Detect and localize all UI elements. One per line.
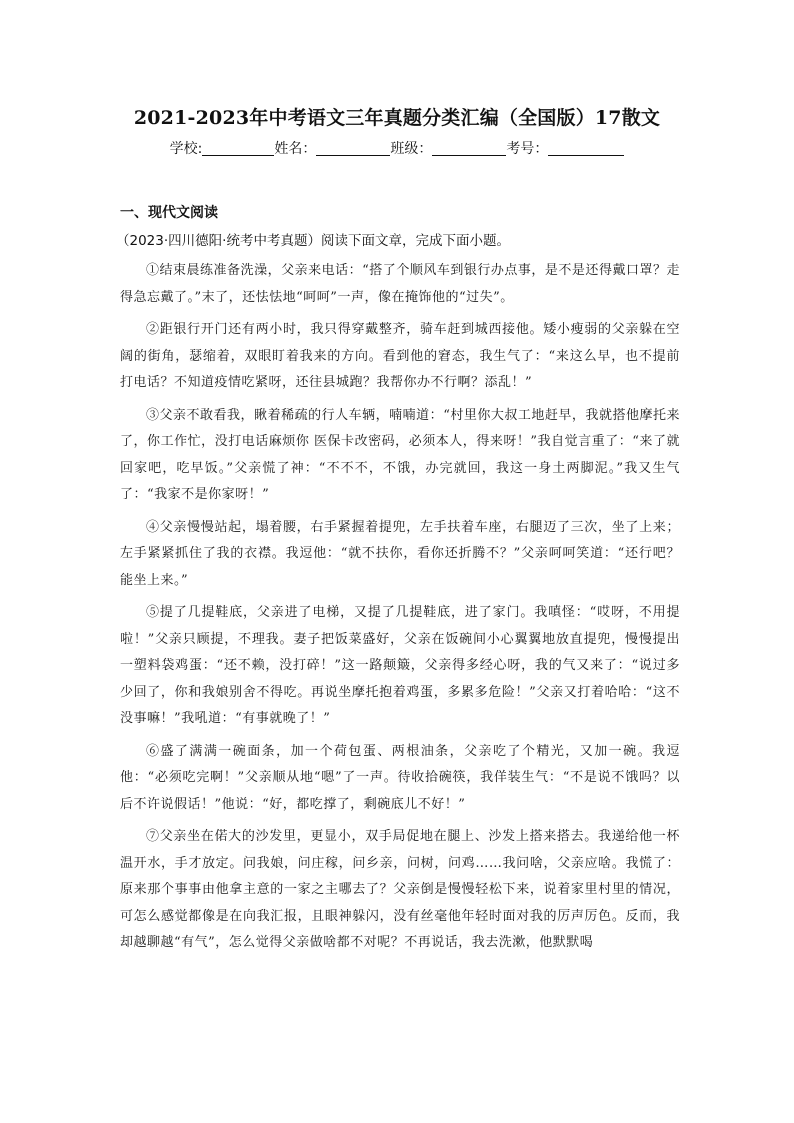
exam-no-label: 考号： — [506, 141, 549, 157]
paragraph-1: ①结束晨练准备洗澡，父亲来电话：“搭了个顺风车到银行办点事，是不是还得戴口罩？走得急忘戴了。”末了，还怯怯地“呵呵”一声，像在掩饰他的“过失”。 — [120, 263, 680, 305]
school-blank — [202, 141, 274, 156]
class-label: 班级： — [390, 141, 433, 157]
paragraph-6: ⑥盛了满满一碗面条，加一个荷包蛋、两根油条，父亲吃了个精光，又加一碗。我逗他：“必须吃完啊！”父亲顺从地“嗯”了一声。待收拾碗筷，我佯装生气：“不是说不饿吗？以后不许说假话！”他说：“好，都吃撑了，剩碗底儿不好！” — [120, 743, 680, 812]
section-heading: 一、现代文阅读 — [120, 205, 218, 221]
paragraph-5: ⑤提了几提鞋底，父亲进了电梯，又提了几提鞋底，进了家门。我嗔怪：“哎呀，不用提啦！”父亲只顾提，不理我。妻子把饭菜盛好，父亲在饭碗间小心翼翼地放直提兜，慢慢提出一塑料袋鸡蛋：“还不赖，没打碎！”这一路颠簸，父亲得多经心呀，我的气又来了：“说过多少回了，你和我娘别舍不得吃。再说坐摩托抱着鸡蛋，多累多危险！”父亲又打着哈哈：“这不没事嘛！”我吼道：“有事就晚了！” — [120, 605, 680, 726]
student-info-line — [0, 138, 794, 158]
paragraph-2: ②距银行开门还有两小时，我只得穿戴整齐，骑车赶到城西接他。矮小瘦弱的父亲躲在空阔的街角，瑟缩着，双眼盯着我来的方向。看到他的窘态，我生气了：“来这么早，也不提前打电话？不知道疫情吃紧呀，还往县城跑？我帮你办不行啊？添乱！” — [120, 322, 680, 390]
paragraph-4: ④父亲慢慢站起，塌着腰，右手紧握着提兜，左手扶着车座，右腿迈了三次，坐了上来；左手紧紧抓住了我的衣襟。我逗他：“就不扶你，看你还折腾不？”父亲呵呵笑道：“还行吧？能坐上来。” — [120, 519, 680, 588]
question-source: （2023·四川德阳·统考中考真题）阅读下面文章，完成下面小题。 — [116, 233, 510, 249]
name-blank — [316, 141, 390, 156]
name-label: 姓名： — [274, 141, 317, 157]
exam-no-blank — [548, 141, 624, 156]
paragraph-3: ③父亲不敢看我，瞅着稀疏的行人车辆，喃喃道：“村里你大叔工地赶早，我就搭他摩托来了，你工作忙，没打电话麻烦你 医保卡改密码，必须本人，得来呀！”我自觉言重了：“来了就回家吧，吃早饭。”父亲慌了神：“不不不，不饿，办完就回，我这一身土两脚泥。”我又生气了：“我家不是你家呀！” — [120, 407, 680, 502]
document-title: 2021-2023年中考语文三年真题分类汇编（全国版）17散文 — [133, 107, 661, 129]
reading-passage — [120, 258, 680, 963]
class-blank — [432, 141, 506, 156]
school-label: 学校: — [169, 141, 203, 157]
paragraph-7: ⑦父亲坐在偌大的沙发里，更显小，双手局促地在腿上、沙发上搭来搭去。我递给他一杯温开水，手才放定。问我娘，问庄稼，问乡亲，问树，问鸡……我问啥，父亲应啥。我慌了：原来那个事事由他拿主意的一家之主哪去了？父亲倒是慢慢轻松下来，说着家里村里的情况，可怎么感觉都像是在向我汇报，且眼神躲闪，没有丝毫他年轻时面对我的厉声厉色。反而，我却越聊越“有气”，怎么觉得父亲做啥都不对呢？不再说话，我去洗漱，他默默喝 — [120, 829, 680, 950]
